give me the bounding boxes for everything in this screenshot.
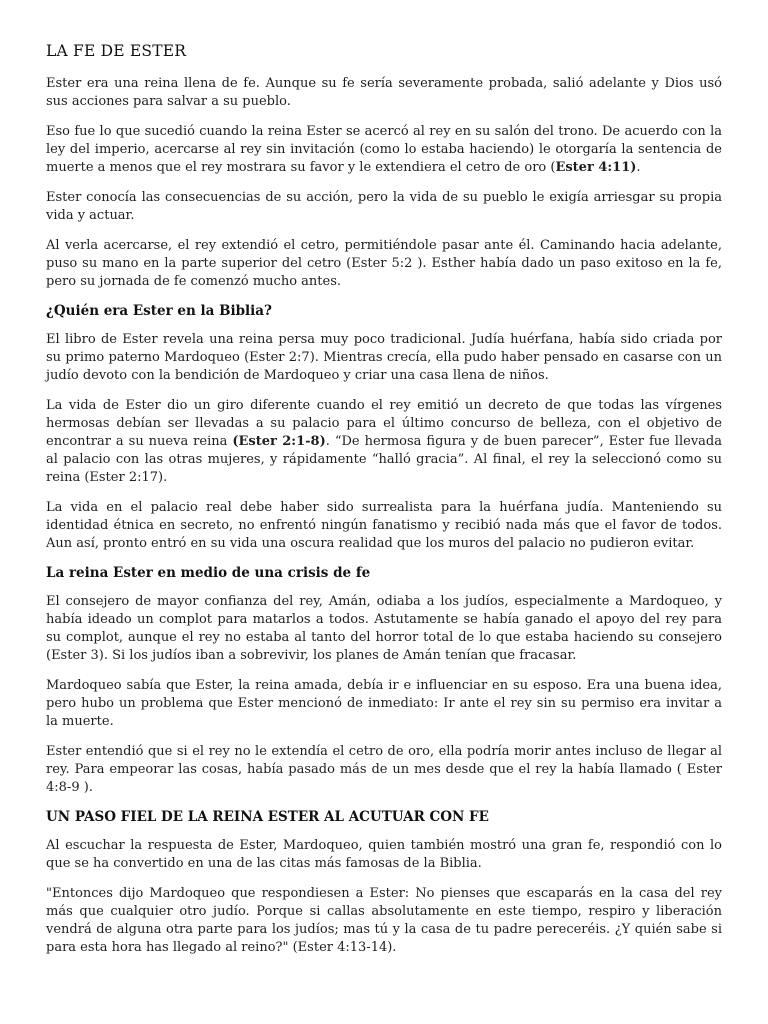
paragraph [46, 123, 722, 177]
paragraph [46, 331, 722, 385]
paragraph [46, 499, 722, 553]
section-heading: UN PASO FIEL DE LA REINA ESTER AL ACUTUAR CON FE [46, 809, 489, 825]
paragraph-text: Ester era una reina llena de fe. Aunque su fe sería severamente probada, salió adelante y Dios usó sus acciones para salvar a su pueblo. [46, 76, 722, 109]
paragraph [46, 75, 722, 111]
paragraph [46, 189, 722, 225]
document-title: LA FE DE ESTER [46, 42, 187, 60]
paragraph [46, 743, 722, 797]
paragraph [46, 677, 722, 731]
paragraph-text: . “De hermosa figura y de buen parecer”, Ester fue llevada al palacio con las otras mujeres, y rápidamente “halló gracia”. Al final, el rey la seleccionó como su reina (Ester 2:17). [46, 434, 722, 485]
paragraph-text: Ester entendió que si el rey no le extendía el cetro de oro, ella podría morir antes incluso de llegar al rey. Para empeorar las cosas, había pasado más de un mes desde que el rey la había llamado ( Ester 4:8-9 ). [46, 744, 722, 795]
paragraph [46, 837, 722, 873]
scripture-reference: (Ester 2:1-8) [232, 434, 326, 449]
paragraph [46, 885, 722, 957]
paragraph-text: La vida en el palacio real debe haber sido surrealista para la huérfana judía. Manteniendo su identidad étnica en secreto, no enfrentó ningún fanatismo y recibió nada más que el favor de todos. Aun así, pronto entró en su vida una oscura realidad que los muros del palacio no pudieron evitar. [46, 500, 722, 551]
paragraph-text: El libro de Ester revela una reina persa muy poco tradicional. Judía huérfana, había sido criada por su primo paterno Mardoqueo (Ester 2:7). Mientras crecía, ella pudo haber pensado en casarse con un judío devoto con la bendición de Mardoqueo y criar una casa llena de niños. [46, 332, 722, 383]
paragraph [46, 593, 722, 665]
document-body [46, 75, 722, 957]
paragraph-text: La vida de Ester dio un giro diferente cuando el rey emitió un decreto de que todas las vírgenes hermosas debían ser llevadas a su palacio para el último concurso de belleza, con el objetivo de encontrar a su nueva reina [46, 398, 722, 449]
scripture-reference: Ester 4:11) [555, 160, 637, 175]
paragraph-text: Eso fue lo que sucedió cuando la reina Ester se acercó al rey en su salón del trono. De acuerdo con la ley del imperio, acercarse al rey sin invitación (como lo estaba haciendo) le otorgaría la sentencia de muerte a menos que el rey mostrara su favor y le extendiera el cetro de oro ( [46, 124, 722, 175]
paragraph-text: "Entonces dijo Mardoqueo que respondiesen a Ester: No pienses que escaparás en la casa del rey más que cualquier otro judío. Porque si callas absolutamente en este tiempo, respiro y liberación vendrá de alguna otra parte para los judíos; mas tú y la casa de tu padre pereceréis. ¿Y quién sabe si para esta hora has llegado al reino?" (Ester 4:13-14). [46, 886, 722, 955]
section-heading: ¿Quién era Ester en la Biblia? [46, 303, 272, 319]
paragraph-text: Al escuchar la respuesta de Ester, Mardoqueo, quien también mostró una gran fe, respondió con lo que se ha convertido en una de las citas más famosas de la Biblia. [46, 838, 722, 871]
section-heading: La reina Ester en medio de una crisis de fe [46, 565, 371, 581]
paragraph-text: Al verla acercarse, el rey extendió el cetro, permitiéndole pasar ante él. Caminando hacia adelante, puso su mano en la parte superior del cetro (Ester 5:2 ). Esther había dado un paso exitoso en la fe, pero su jornada de fe comenzó mucho antes. [46, 238, 722, 289]
document-page [46, 42, 722, 969]
paragraph-text: El consejero de mayor confianza del rey, Amán, odiaba a los judíos, especialmente a Mardoqueo, y había ideado un complot para matarlos a todos. Astutamente se había ganado el apoyo del rey para su complot, aunque el rey no estaba al tanto del horror total de lo que estaba haciendo su consejero (Ester 3). Si los judíos iban a sobrevivir, los planes de Amán tenían que fracasar. [46, 594, 722, 663]
paragraph-text: Mardoqueo sabía que Ester, la reina amada, debía ir e influenciar en su esposo. Era una buena idea, pero hubo un problema que Ester mencionó de inmediato: Ir ante el rey sin su permiso era invitar a la muerte. [46, 678, 722, 729]
paragraph-text: Ester conocía las consecuencias de su acción, pero la vida de su pueblo le exigía arriesgar su propia vida y actuar. [46, 190, 722, 223]
paragraph-text: . [636, 160, 641, 175]
paragraph [46, 237, 722, 291]
paragraph [46, 397, 722, 487]
